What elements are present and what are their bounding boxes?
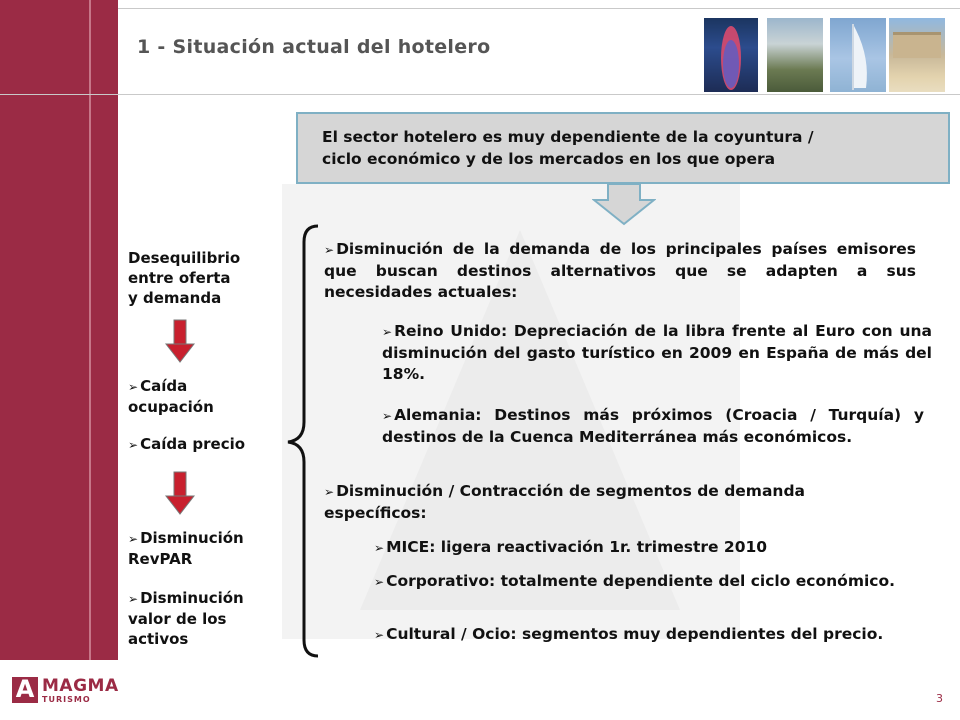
sidebar-band (0, 0, 118, 660)
bullet-icon: ➢ (374, 541, 385, 555)
header-bottom-divider (0, 94, 960, 95)
bullet-icon: ➢ (128, 592, 139, 606)
tower-illustration (704, 18, 758, 92)
sail-hotel-illustration (830, 18, 886, 92)
callout-line-2: ciclo económico y de los mercados en los que opera (322, 150, 776, 168)
asset-value-drop-item: ➢ Disminución valor de los activos (128, 589, 244, 648)
bullet-icon: ➢ (382, 325, 393, 339)
mice-sub-point: ➢ MICE: ligera reactivación 1r. trimestre 2010 (374, 538, 768, 556)
red-down-arrow-icon (163, 470, 197, 516)
bullet-icon: ➢ (324, 243, 335, 257)
brand-logo-name: MAGMA (42, 676, 119, 696)
cultural-leisure-sub-point: ➢ Cultural / Ocio: segmentos muy dependientes del precio. (374, 625, 884, 643)
left-brace-icon (282, 222, 322, 662)
occupancy-drop-item: ➢ Caída ocupación (128, 377, 214, 416)
callout-text (322, 126, 942, 170)
uk-sub-point: ➢ Reino Unido: Depreciación de la libra frente al Euro con una disminución del gasto turístico en 2009 en España de más del 18%. (382, 322, 932, 383)
segment-contraction-point: ➢ Disminución / Contracción de segmentos de demanda específicos: (324, 482, 806, 522)
slide-title: 1 - Situación actual del hotelero (137, 36, 491, 58)
burj-photo (830, 18, 886, 92)
tower-photo (704, 18, 758, 92)
brand-logo-letter: A (15, 675, 35, 703)
header-top-divider (118, 8, 960, 9)
page-number: 3 (936, 692, 943, 705)
down-arrow-icon (592, 184, 656, 226)
price-drop-item: ➢ Caída precio (128, 435, 246, 453)
hotel-building-illustration (889, 18, 945, 92)
callout-line-1: El sector hotelero es muy dependiente de la coyuntura / (322, 128, 814, 146)
sidebar-divider (89, 0, 91, 660)
bullet-icon: ➢ (128, 380, 139, 394)
germany-sub-point: ➢ Alemania: Destinos más próximos (Croacia / Turquía) y destinos de la Cuenca Mediterránea más económicos. (382, 406, 924, 446)
bullet-icon: ➢ (374, 575, 385, 589)
coast-photo (767, 18, 823, 92)
bullet-icon: ➢ (128, 532, 139, 546)
bullet-icon: ➢ (128, 438, 139, 452)
imbalance-label: Desequilibrio entre oferta y demanda (128, 249, 241, 307)
brand-logo-subtitle: TURISMO (42, 695, 91, 704)
red-down-arrow-icon (163, 318, 197, 364)
bullet-icon: ➢ (382, 409, 393, 423)
demand-decline-point: ➢ Disminución de la demanda de los principales países emisores que buscan destinos alternativos que se adapten a sus necesidades actuales: (324, 240, 916, 301)
bullet-icon: ➢ (324, 485, 335, 499)
corporate-sub-point: ➢ Corporativo: totalmente dependiente del ciclo económico. (374, 572, 896, 590)
bullet-icon: ➢ (374, 628, 385, 642)
beach-hotel-photo (889, 18, 945, 92)
revpar-drop-item: ➢ Disminución RevPAR (128, 529, 244, 568)
